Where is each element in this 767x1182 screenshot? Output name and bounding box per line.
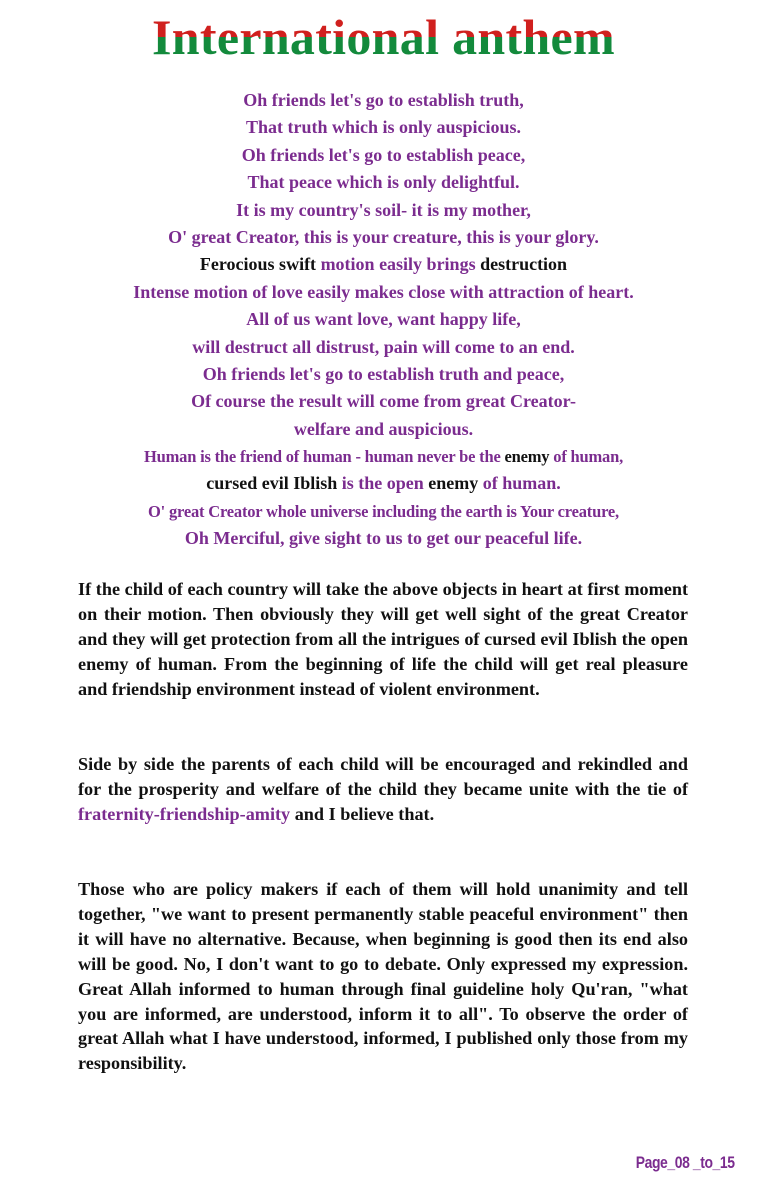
poem-line-3: Oh friends let's go to establish peace, [241, 144, 526, 165]
poem-line-9: All of us want love, want happy life, [246, 309, 521, 330]
prose-paragraph-2-part-a: Side by side the parents of each child will be encouraged and rekindled and for the prosperity and welfare of the child they became unite with the tie of [78, 754, 688, 799]
poem-line-15-part-a: cursed evil Iblish [206, 473, 342, 494]
poem-line-2: That truth which is only auspicious. [245, 117, 522, 138]
poem-line-7-part-c: destruction [475, 254, 568, 275]
anthem-poem [0, 87, 767, 553]
poem-line-15-part-d: of human. [478, 473, 561, 494]
prose-paragraph-2 [78, 752, 688, 827]
poem-line-15-part-b: is the open [341, 473, 429, 494]
poem-line-4: That peace which is only delightful. [247, 172, 520, 193]
page-title: International anthem [0, 4, 767, 70]
prose-paragraph-2-part-c: and I believe that. [290, 803, 435, 824]
page-number: Page_08 _to_15 [636, 1153, 735, 1172]
poem-line-7 [0, 251, 767, 278]
poem-line-14 [0, 443, 767, 470]
poem-line-14-part-c: of human, [549, 447, 623, 467]
poem-line-16: O' great Creator whole universe including the earth is Your creature, [148, 501, 619, 521]
poem-line-12: Of course the result will come from great Creator- [191, 391, 576, 412]
poem-line-5: It is my country's soil- it is my mother, [236, 199, 531, 220]
poem-line-8: Intense motion of love easily makes close with attraction of heart. [133, 281, 634, 302]
poem-line-17: Oh Merciful, give sight to us to get our peaceful life. [184, 528, 583, 549]
poem-line-6: O' great Creator, this is your creature, this is your glory. [168, 226, 599, 247]
poem-line-10: will destruct all distrust, pain will come to an end. [192, 336, 575, 357]
fraternity-phrase: fraternity-friendship-amity [78, 803, 291, 824]
poem-line-13: welfare and auspicious. [293, 418, 474, 439]
poem-line-11: Oh friends let's go to establish truth and peace, [202, 363, 565, 384]
poem-line-14-part-b: enemy [504, 447, 550, 467]
poem-line-1: Oh friends let's go to establish truth, [243, 90, 524, 110]
prose-paragraph-3: Those who are policy makers if each of them will hold unanimity and tell together, "we want to present permanently stable peaceful environment" then it will have no alternative. Because, when beginning is good then its end also will be good. No, I don't want to go to debate. Only expressed my expression. Great Allah informed to human through final guideline holy Qu'ran, "what you are informed, are understood, inform it to all". To observe the order of great Allah what I have understood, informed, I published only those from my responsibility. [78, 879, 688, 1074]
poem-line-7-part-a: Ferocious swift [199, 254, 321, 275]
prose-paragraph-1: If the child of each country will take the above objects in heart at first moment on their motion. Then obviously they will get well sight of the great Creator and they will get protection from all the intrigues of cursed evil Iblish the open enemy of human. From the beginning of life the child will get real pleasure and friendship environment instead of violent environment. [78, 579, 688, 699]
poem-line-15 [0, 470, 767, 497]
poem-line-15-part-c: enemy [428, 473, 479, 494]
poem-line-7-part-b: motion easily brings [320, 254, 476, 275]
poem-line-14-part-a: Human is the friend of human - human never be the [143, 447, 505, 467]
